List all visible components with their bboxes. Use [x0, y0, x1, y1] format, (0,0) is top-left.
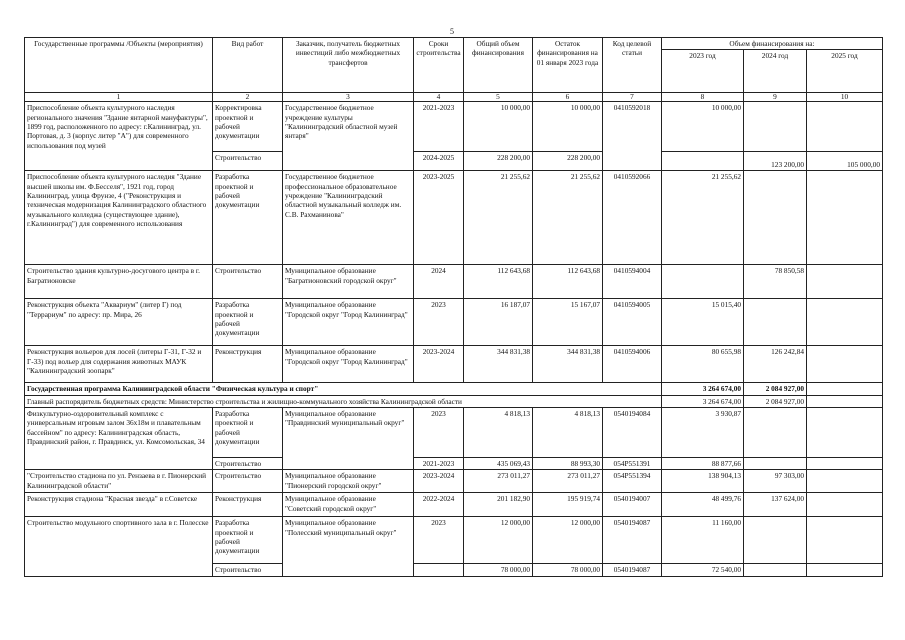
y2023: 3 930,87 — [662, 407, 744, 457]
term: 2023 — [414, 517, 464, 564]
program-title: Государственная программа Калининградской области "Физическая культура и спорт" — [25, 383, 662, 395]
table-row — [25, 407, 883, 457]
y2025: 105 000,00 — [807, 152, 883, 171]
remainder: 273 011,27 — [533, 470, 603, 493]
page-number: 5 — [450, 27, 454, 36]
total: 4 818,13 — [464, 407, 533, 457]
y2024 — [744, 517, 807, 564]
col-num: 1 — [25, 93, 213, 102]
code: 054P551391 — [603, 457, 662, 469]
header-total: Общий объем финансирования — [464, 38, 533, 93]
remainder: 228 200,00 — [533, 152, 603, 171]
object-name: Реконструкция стадиона "Красная звезда" в г.Советске — [25, 493, 213, 517]
remainder: 21 255,62 — [533, 171, 603, 265]
col-num: 10 — [807, 93, 883, 102]
work-type: Разработка проектной и рабочей документации — [213, 171, 283, 265]
customer: Муниципальное образование "Городской округ "Город Калининград" — [283, 299, 414, 346]
table-row — [25, 102, 883, 152]
work-type: Реконструкция — [213, 493, 283, 517]
term: 2023 — [414, 299, 464, 346]
program-2024: 2 084 927,00 — [744, 383, 807, 395]
manager-row — [25, 395, 883, 407]
remainder: 10 000,00 — [533, 102, 603, 152]
object-name: "Строительство стадиона по ул. Рензаева в г. Пионерский Калининградской области" — [25, 470, 213, 493]
y2023: 48 499,76 — [662, 493, 744, 517]
table-row — [25, 517, 883, 564]
financing-table — [24, 37, 883, 577]
term — [414, 564, 464, 576]
y2025 — [807, 346, 883, 383]
y2023: 138 904,13 — [662, 470, 744, 493]
term: 2021-2023 — [414, 102, 464, 152]
object-name: Приспособление объекта культурного наследия регионального значения "Здание янтарной мануфактуры", 1899 год, расположенного по адресу: г.Калининград, ул. Портовая, д. 3 (корпус литер "А") для современного использования под музей — [25, 102, 213, 171]
work-type: Строительство — [213, 152, 283, 171]
code: 054P551394 — [603, 470, 662, 493]
remainder: 15 167,07 — [533, 299, 603, 346]
code: 0410594006 — [603, 346, 662, 383]
y2024: 137 624,00 — [744, 493, 807, 517]
manager-2025 — [807, 395, 883, 407]
total: 228 200,00 — [464, 152, 533, 171]
code: 0540194007 — [603, 493, 662, 517]
col-num: 5 — [464, 93, 533, 102]
term: 2023-2024 — [414, 470, 464, 493]
y2025 — [807, 493, 883, 517]
customer: Муниципальное образование "Правдинский муниципальный округ" — [283, 407, 414, 469]
work-type: Реконструкция — [213, 346, 283, 383]
work-type: Строительство — [213, 265, 283, 299]
header-terms: Сроки строительства — [414, 38, 464, 93]
term: 2024 — [414, 265, 464, 299]
work-type: Строительство — [213, 564, 283, 576]
customer: Муниципальное образование "Пионерский городской округ" — [283, 470, 414, 493]
header-row — [25, 38, 883, 50]
total: 21 255,62 — [464, 171, 533, 265]
y2025 — [807, 457, 883, 469]
y2023: 10 000,00 — [662, 102, 744, 152]
remainder: 112 643,68 — [533, 265, 603, 299]
remainder: 195 919,74 — [533, 493, 603, 517]
object-name: Строительство модульного спортивного зала в г. Полесске — [25, 517, 213, 576]
y2025 — [807, 470, 883, 493]
remainder: 78 000,00 — [533, 564, 603, 576]
total: 112 643,68 — [464, 265, 533, 299]
header-work-type: Вид работ — [213, 38, 283, 93]
y2023: 72 540,00 — [662, 564, 744, 576]
y2024: 126 242,84 — [744, 346, 807, 383]
y2023: 80 655,98 — [662, 346, 744, 383]
remainder: 88 993,30 — [533, 457, 603, 469]
total: 201 182,90 — [464, 493, 533, 517]
y2025 — [807, 102, 883, 152]
total: 273 011,27 — [464, 470, 533, 493]
total: 78 000,00 — [464, 564, 533, 576]
col-num: 3 — [283, 93, 414, 102]
table-row — [25, 493, 883, 517]
header-funding: Объем финансирования на: — [662, 38, 883, 50]
table-row — [25, 299, 883, 346]
header-2025: 2025 год — [807, 50, 883, 93]
table-row — [25, 171, 883, 265]
customer: Муниципальное образование "Полесский муниципальный округ" — [283, 517, 414, 576]
term: 2024-2025 — [414, 152, 464, 171]
column-numbers-row — [25, 93, 883, 102]
col-num: 2 — [213, 93, 283, 102]
work-type: Разработка проектной и рабочей документации — [213, 407, 283, 457]
customer: Государственное бюджетное учреждение культуры "Калининградский областной музей янтаря" — [283, 102, 414, 171]
program-2025 — [807, 383, 883, 395]
customer: Муниципальное образование "Советский городской округ" — [283, 493, 414, 517]
y2024 — [744, 299, 807, 346]
code: 0410594004 — [603, 265, 662, 299]
program-row — [25, 383, 883, 395]
remainder: 12 000,00 — [533, 517, 603, 564]
term: 2023-2024 — [414, 346, 464, 383]
y2025 — [807, 265, 883, 299]
manager-2023: 3 264 674,00 — [662, 395, 744, 407]
col-num: 7 — [603, 93, 662, 102]
y2024: 123 200,00 — [744, 152, 807, 171]
work-type: Корректировка проектной и рабочей документации — [213, 102, 283, 152]
work-type: Разработка проектной и рабочей документации — [213, 299, 283, 346]
program-2023: 3 264 674,00 — [662, 383, 744, 395]
remainder: 4 818,13 — [533, 407, 603, 457]
term: 2021-2023 — [414, 457, 464, 469]
customer: Государственное бюджетное профессиональное образовательное учреждение "Калининградский областной музыкальный колледж им. С.В. Рахманинова" — [283, 171, 414, 265]
customer: Муниципальное образование "Багратионовский городской округ" — [283, 265, 414, 299]
total: 344 831,38 — [464, 346, 533, 383]
total: 12 000,00 — [464, 517, 533, 564]
y2025 — [807, 171, 883, 265]
code: 0540194084 — [603, 407, 662, 457]
table-row — [25, 265, 883, 299]
code: 0410592018 — [603, 102, 662, 171]
header-2023: 2023 год — [662, 50, 744, 93]
code: 0410594005 — [603, 299, 662, 346]
work-type: Разработка проектной и рабочей документации — [213, 517, 283, 564]
y2024: 97 303,00 — [744, 470, 807, 493]
object-name: Строительство здания культурно-досугового центра в г. Багратионовске — [25, 265, 213, 299]
table-row — [25, 346, 883, 383]
y2024 — [744, 407, 807, 457]
header-remainder: Остаток финансирования на 01 января 2023 года — [533, 38, 603, 93]
object-name: Физкультурно-оздоровительный комплекс с универсальным игровым залом 36х18м и плавательным бассейном" по адресу: Калининградская область, Правдинский район, г. Правдинск, ул. Комсомольская, 34 — [25, 407, 213, 469]
term: 2023 — [414, 407, 464, 457]
manager-2024: 2 084 927,00 — [744, 395, 807, 407]
remainder: 344 831,38 — [533, 346, 603, 383]
y2024: 78 850,58 — [744, 265, 807, 299]
y2023: 21 255,62 — [662, 171, 744, 265]
header-customer: Заказчик, получатель бюджетных инвестиций либо межбюджетных трансфертов — [283, 38, 414, 93]
y2024 — [744, 457, 807, 469]
y2025 — [807, 407, 883, 457]
table-row — [25, 470, 883, 493]
col-num: 9 — [744, 93, 807, 102]
customer: Муниципальное образование "Городской округ "Город Калининград" — [283, 346, 414, 383]
y2024 — [744, 102, 807, 152]
col-num: 6 — [533, 93, 603, 102]
work-type: Строительство — [213, 457, 283, 469]
y2023: 15 015,40 — [662, 299, 744, 346]
header-2024: 2024 год — [744, 50, 807, 93]
term: 2022-2024 — [414, 493, 464, 517]
object-name: Реконструкция объекта "Аквариум" (литер Г) под "Террариум" по адресу: пр. Мира, 26 — [25, 299, 213, 346]
total: 435 069,43 — [464, 457, 533, 469]
y2025 — [807, 299, 883, 346]
code: 0540194087 — [603, 564, 662, 576]
code: 0540194087 — [603, 517, 662, 564]
work-type: Строительство — [213, 470, 283, 493]
y2023 — [662, 265, 744, 299]
header-code: Код целевой статьи — [603, 38, 662, 93]
term: 2023-2025 — [414, 171, 464, 265]
y2025 — [807, 517, 883, 564]
y2024 — [744, 564, 807, 576]
col-num: 4 — [414, 93, 464, 102]
code: 0410592066 — [603, 171, 662, 265]
total: 10 000,00 — [464, 102, 533, 152]
y2024 — [744, 171, 807, 265]
header-programs: Государственные программы /Объекты (мероприятия) — [25, 38, 213, 93]
object-name: Приспособление объекта культурного наследия "Здание высшей школы им. Ф.Бесселя", 1921 год, город Калининград, улица Фрунзе, 4 ("Реконструкция и техническая модернизация Калининградского областного музыкального колледжа (существующее здание), г.Калининград") для современного использования — [25, 171, 213, 265]
total: 16 187,07 — [464, 299, 533, 346]
col-num: 8 — [662, 93, 744, 102]
y2023: 11 160,00 — [662, 517, 744, 564]
y2023: 88 877,66 — [662, 457, 744, 469]
object-name: Реконструкция вольеров для лосей (литеры Г-31, Г-32 и Г-33) под вольер для содержания животных МАУК "Калининградский зоопарк" — [25, 346, 213, 383]
manager-title: Главный распорядитель бюджетных средств: Министерство строительства и жилищно-коммунального хозяйства Калининградской области — [25, 395, 662, 407]
y2025 — [807, 564, 883, 576]
y2023 — [662, 152, 744, 171]
